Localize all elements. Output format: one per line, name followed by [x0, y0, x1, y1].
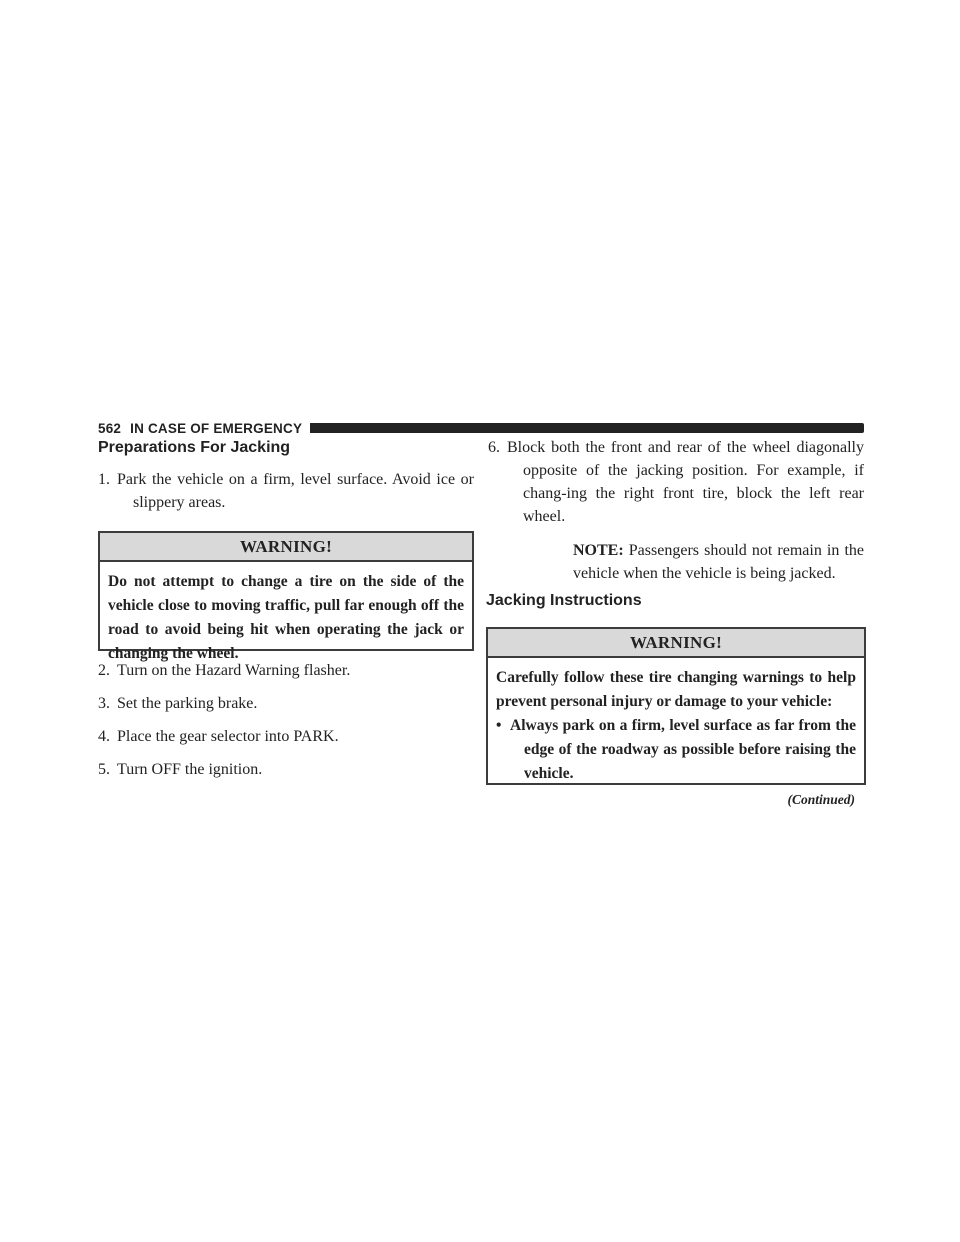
- step-text: Turn OFF the ignition.: [117, 761, 263, 778]
- step-text: Place the gear selector into PARK.: [117, 728, 339, 745]
- step-number: 2.: [98, 662, 110, 679]
- warning-body: Do not attempt to change a tire on the side of the vehicle close to moving traffic, pull far enough off the road to avoid being hit when operating the jack or changing the wheel.: [108, 573, 464, 662]
- jacking-heading: Jacking Instructions: [486, 592, 642, 609]
- note-text: Passengers should not remain in the vehicle when the vehicle is being jacked.: [573, 542, 865, 582]
- step-text: Park the vehicle on a firm, level surface. Avoid ice or slippery areas.: [117, 471, 474, 511]
- bullet-icon: •: [496, 717, 502, 734]
- step-text: Block both the front and rear of the wheel diagonally opposite of the jacking position. For example, if chang-ing the right front tire, block the left rear wheel.: [507, 439, 864, 525]
- left-column: [98, 436, 474, 781]
- step-number: 5.: [98, 761, 110, 778]
- step-text: Set the parking brake.: [117, 695, 258, 712]
- warning-intro: Carefully follow these tire changing warnings to help prevent personal injury or damage to your vehicle:: [496, 669, 856, 710]
- warning-box-right: [486, 627, 866, 785]
- preparations-heading: Preparations For Jacking: [98, 439, 291, 456]
- note: [573, 539, 864, 585]
- bullet-text: Always park on a firm, level surface as far from the edge of the roadway as possible before raising the vehicle.: [510, 717, 856, 782]
- warning-box-left: [98, 531, 474, 662]
- page-number: 562: [98, 420, 122, 436]
- step-number: 6.: [488, 439, 500, 456]
- header-text: [98, 421, 302, 436]
- warning-bullet: [496, 714, 856, 786]
- continued-label: (Continued): [787, 792, 855, 807]
- jacking-section: [486, 589, 866, 785]
- page-header: [98, 419, 864, 437]
- warning-title: WARNING!: [100, 533, 472, 562]
- step-number: 1.: [98, 471, 110, 488]
- note-label: NOTE:: [573, 542, 624, 559]
- step-2: [98, 659, 474, 682]
- step-1: [98, 468, 474, 514]
- header-rule: [310, 423, 864, 433]
- step-number: 4.: [98, 728, 110, 745]
- section-title: IN CASE OF EMERGENCY: [130, 420, 303, 436]
- warning-title: WARNING!: [488, 629, 864, 658]
- step-3: [98, 692, 474, 715]
- right-column: [486, 436, 865, 782]
- step-4: [98, 725, 474, 748]
- step-number: 3.: [98, 695, 110, 712]
- warning-body: [488, 658, 864, 794]
- step-6: [488, 436, 864, 528]
- step-5: [98, 758, 474, 781]
- step-text: Turn on the Hazard Warning flasher.: [117, 662, 351, 679]
